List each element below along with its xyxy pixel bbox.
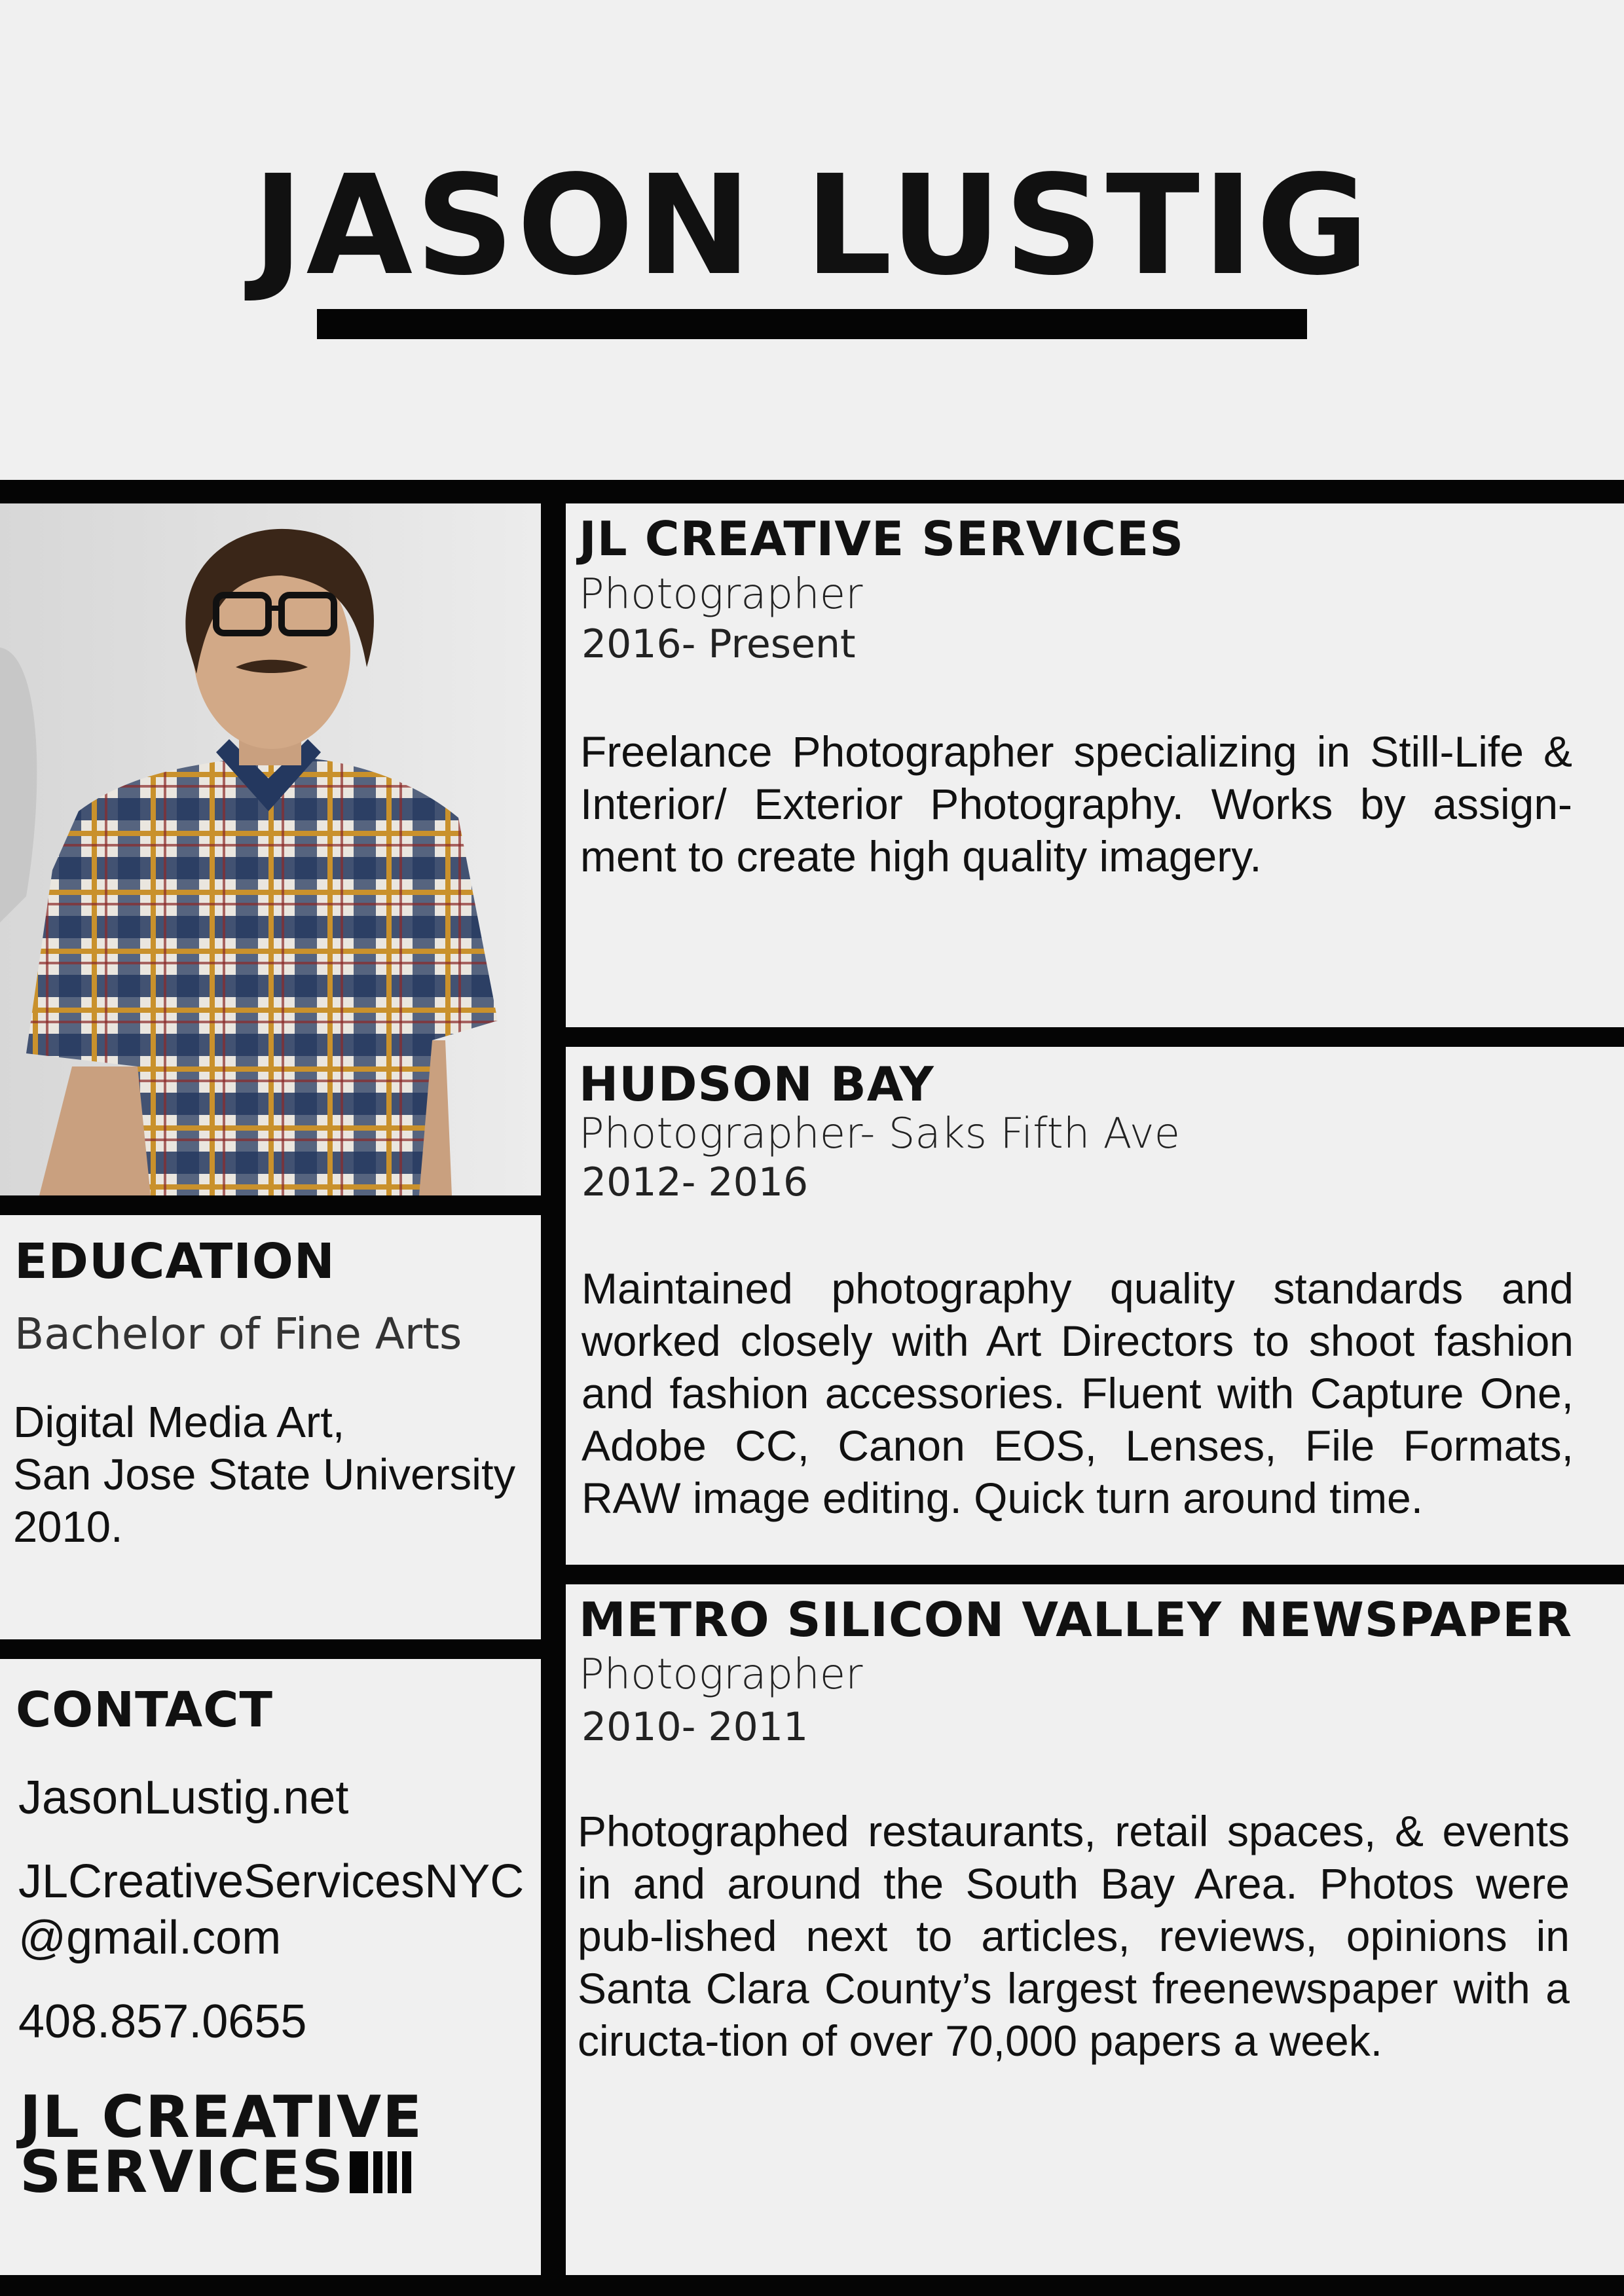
divider-bottom: [0, 2275, 1624, 2296]
company-1: JL CREATIVE SERVICES: [579, 511, 1185, 566]
contact-website-link[interactable]: JasonLustig.net: [18, 1772, 349, 1824]
company-2: HUDSON BAY: [579, 1057, 934, 1112]
education-heading: EDUCATION: [14, 1233, 335, 1290]
divider-vertical: [541, 480, 566, 2296]
divider-left-1: [0, 1195, 541, 1215]
dates-1: 2016- Present: [581, 621, 856, 667]
description-3: Photographed restaurants, retail spaces, & events in and around the South Bay Area. Photos were pub-lished next to articles, reviews, opinions in Santa Clara County’s largest freenewspaper with a ciructa-tion of over 70,000 papers a week.: [578, 1807, 1570, 2065]
education-school: San Jose State University: [13, 1450, 516, 1499]
contact-heading: CONTACT: [16, 1682, 273, 1738]
dates-3: 2010- 2011: [581, 1704, 809, 1750]
role-2: Photographer- Saks Fifth Ave: [579, 1110, 1180, 1158]
title-underline: [317, 309, 1307, 339]
logo-line-2: SERVICES: [20, 2138, 345, 2206]
education-degree: Bachelor of Fine Arts: [14, 1309, 462, 1359]
description-2: Maintained photography quality standards and worked closely with Art Directors to shoot fashion and fashion accessories. Fluent with Capture One, Adobe CC, Canon EOS, Lenses, File Formats, RAW image editing. Quick turn around time.: [581, 1264, 1574, 1522]
contact-email-link[interactable]: JLCreativeServicesNYC: [18, 1855, 525, 1908]
company-logo: [20, 2083, 424, 2206]
contact-phone: 408.857.0655: [18, 1995, 307, 2048]
role-3: Photographer: [579, 1650, 863, 1699]
education-major: Digital Media Art,: [13, 1398, 345, 1447]
page-title: JASON LUSTIG: [252, 145, 1372, 306]
portrait-icon: [0, 503, 541, 1195]
divider-left-2: [0, 1639, 541, 1659]
contact-email-link-cont[interactable]: @gmail.com: [18, 1912, 282, 1964]
role-1: Photographer: [579, 570, 863, 619]
logo-bars-icon: [350, 2151, 411, 2193]
portrait-photo: [0, 503, 541, 1195]
divider-right-2: [566, 1565, 1624, 1584]
dates-2: 2012- 2016: [581, 1159, 809, 1205]
description-1: Freelance Photographer specializing in Still-Life & Interior/ Exterior Photography. Works by assign-ment to create high quality imagery.: [580, 727, 1572, 881]
divider-right-1: [566, 1027, 1624, 1047]
company-3: METRO SILICON VALLEY NEWSPAPER: [579, 1592, 1573, 1647]
logo-line-1: JL CREATIVE: [20, 2083, 424, 2151]
divider-top: [0, 480, 1624, 503]
education-year: 2010.: [13, 1503, 123, 1552]
